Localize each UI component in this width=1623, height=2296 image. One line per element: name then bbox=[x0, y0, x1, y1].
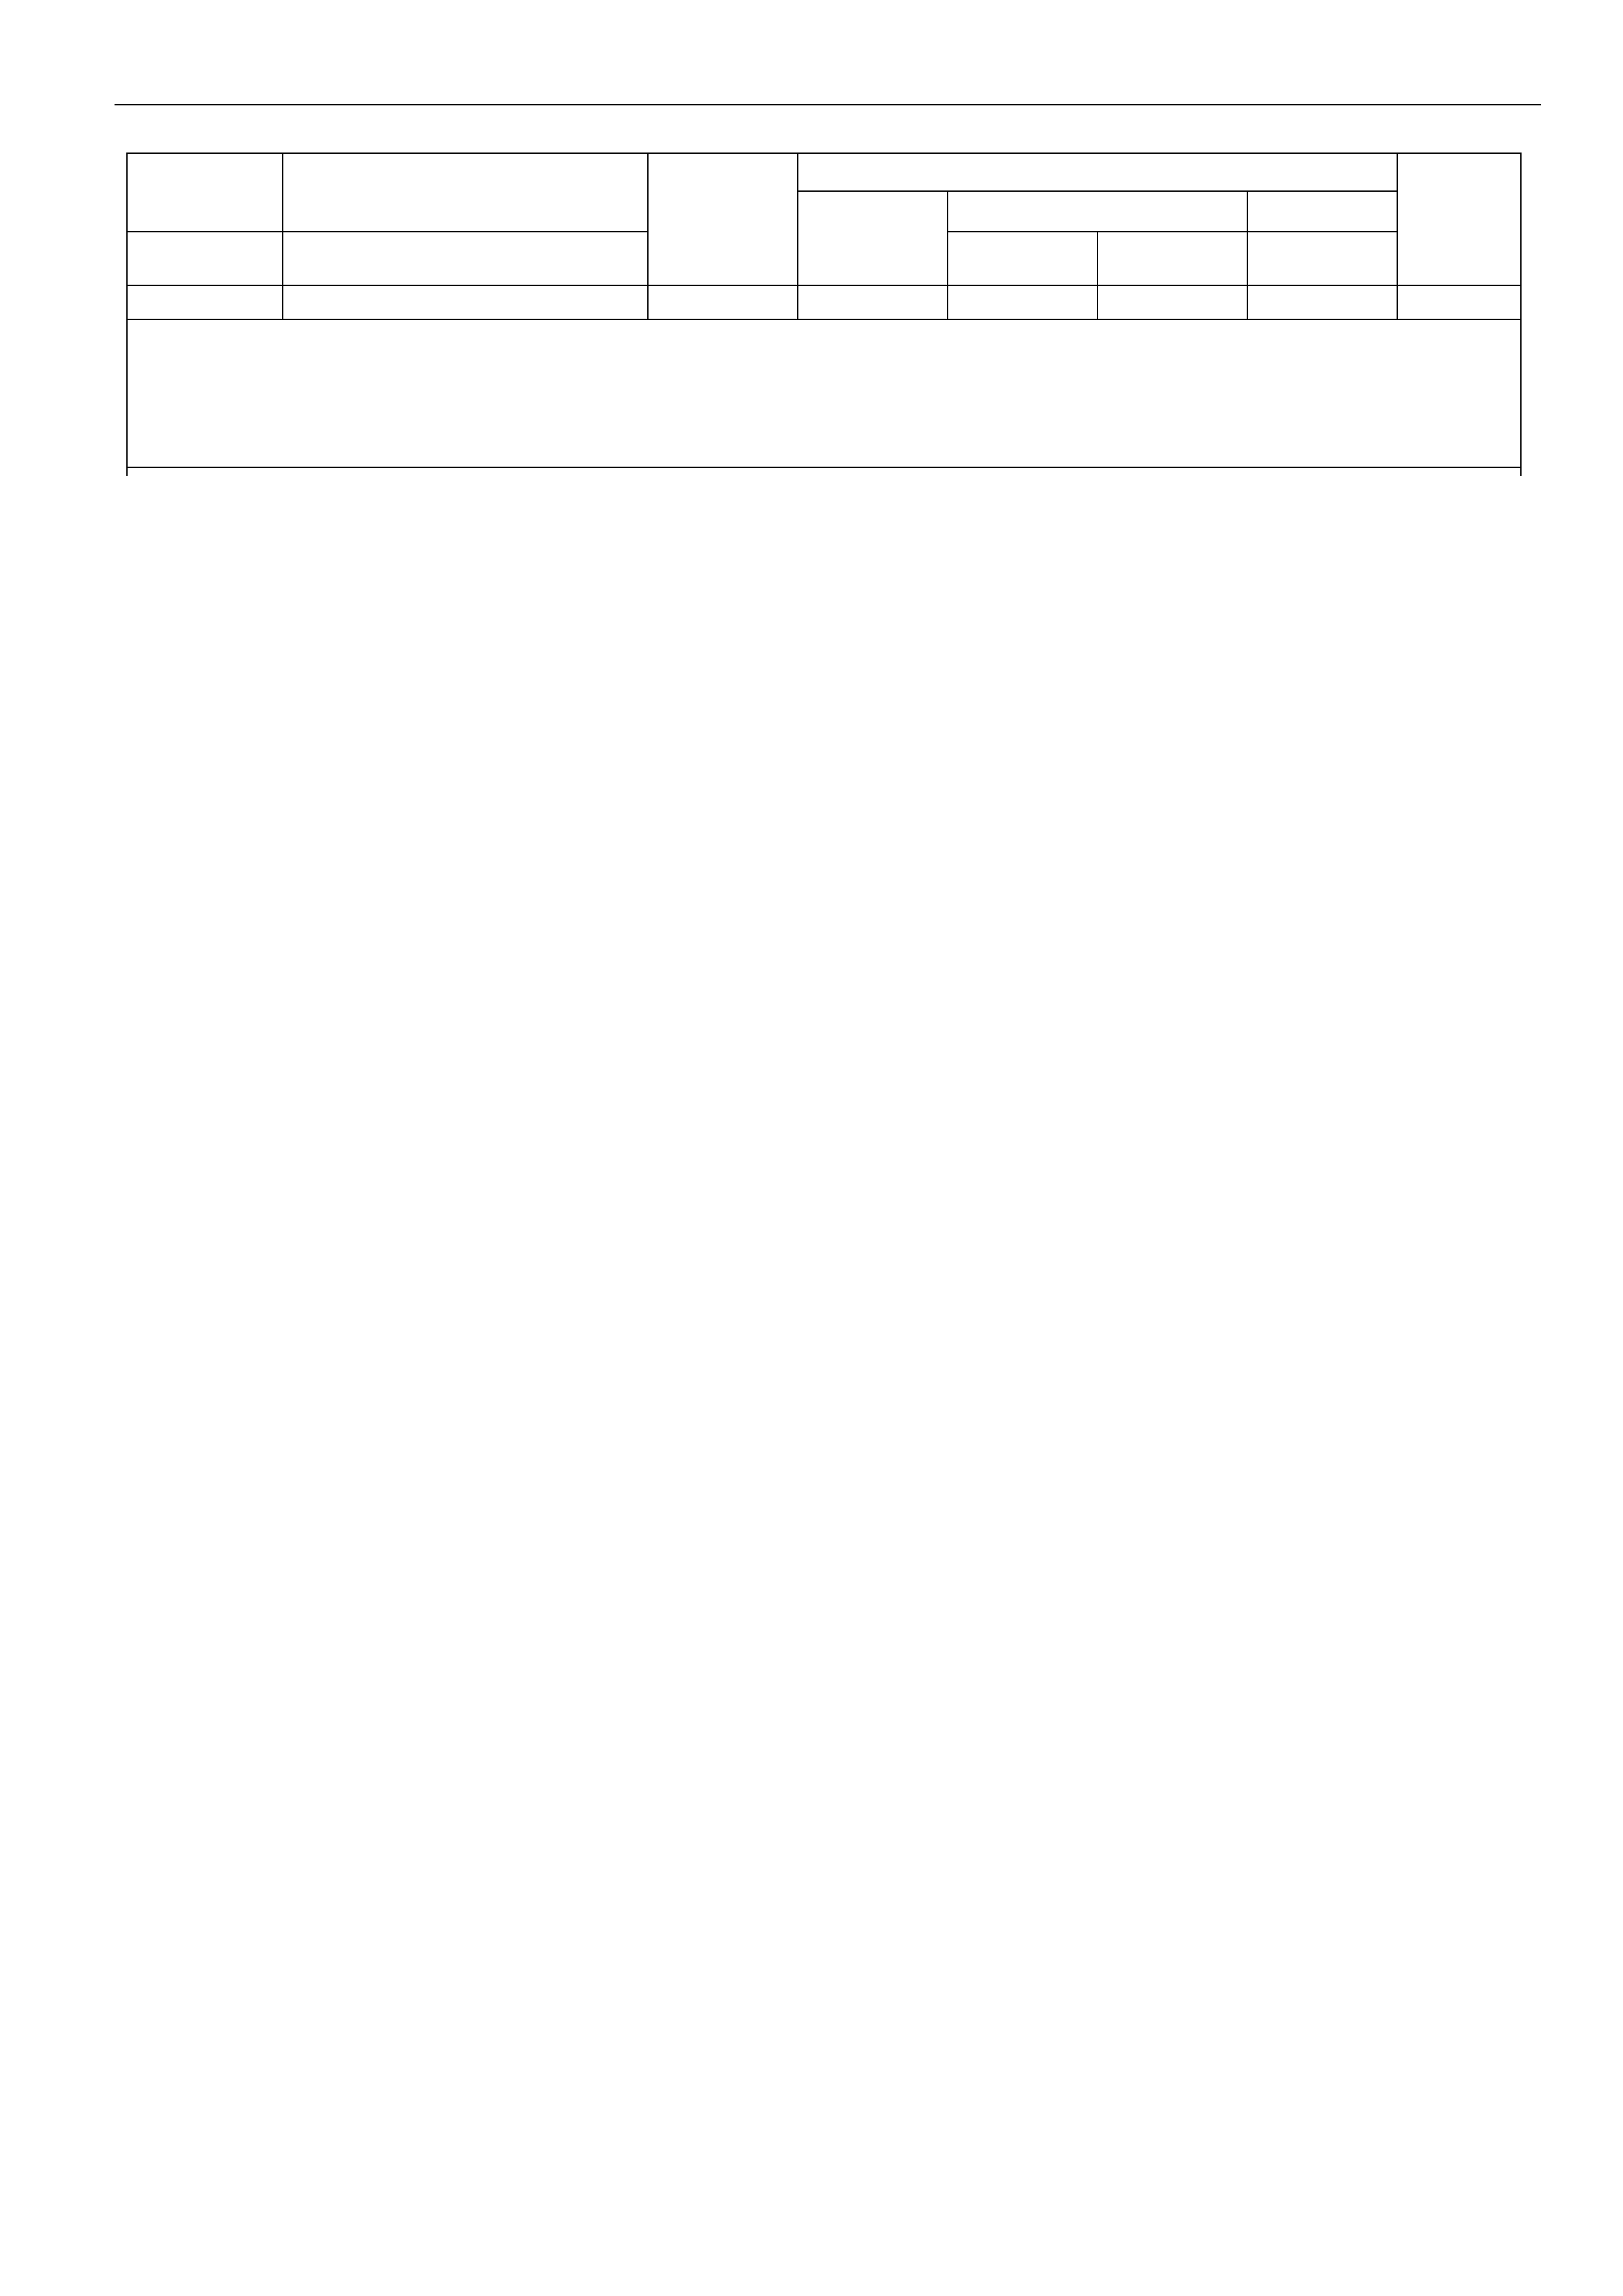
table-title bbox=[648, 319, 1521, 437]
header-col3 bbox=[648, 232, 798, 285]
measure-unit bbox=[127, 437, 1521, 467]
header-cell-empty bbox=[127, 153, 283, 191]
column-number bbox=[948, 285, 1097, 319]
column-number bbox=[1397, 285, 1521, 319]
header-cell-empty bbox=[648, 191, 798, 232]
subheading-row bbox=[127, 467, 1521, 476]
header-machines bbox=[948, 191, 1247, 232]
header-cell-empty bbox=[798, 191, 948, 232]
column-number bbox=[1097, 285, 1247, 319]
subheading bbox=[127, 467, 1521, 476]
header-col5 bbox=[948, 232, 1097, 285]
header-incl bbox=[798, 153, 1397, 191]
header-col6 bbox=[1097, 232, 1247, 285]
header-col1-top bbox=[127, 191, 283, 232]
column-number bbox=[283, 285, 648, 319]
header-rule bbox=[115, 104, 1541, 105]
header-col1-bottom bbox=[127, 232, 283, 285]
header-col2-top bbox=[283, 191, 648, 232]
header-materials bbox=[1247, 191, 1397, 232]
header-col4 bbox=[798, 232, 948, 285]
header-cell-empty bbox=[1397, 153, 1521, 191]
rates-table bbox=[126, 152, 1522, 476]
header-col7 bbox=[1247, 232, 1397, 285]
table-header bbox=[127, 153, 1521, 319]
column-numbers-row bbox=[127, 285, 1521, 319]
column-number bbox=[648, 285, 798, 319]
column-number bbox=[1247, 285, 1397, 319]
section-title-row bbox=[127, 319, 1521, 437]
header-col8 bbox=[1397, 232, 1521, 285]
table-label bbox=[127, 319, 648, 437]
header-cell-empty bbox=[648, 153, 798, 191]
column-number bbox=[127, 285, 283, 319]
header-cell-empty bbox=[283, 153, 648, 191]
header-cell-empty bbox=[1397, 191, 1521, 232]
column-number bbox=[798, 285, 948, 319]
measure-row bbox=[127, 437, 1521, 467]
header-col2-bottom bbox=[283, 232, 648, 285]
section-block bbox=[127, 319, 1521, 476]
